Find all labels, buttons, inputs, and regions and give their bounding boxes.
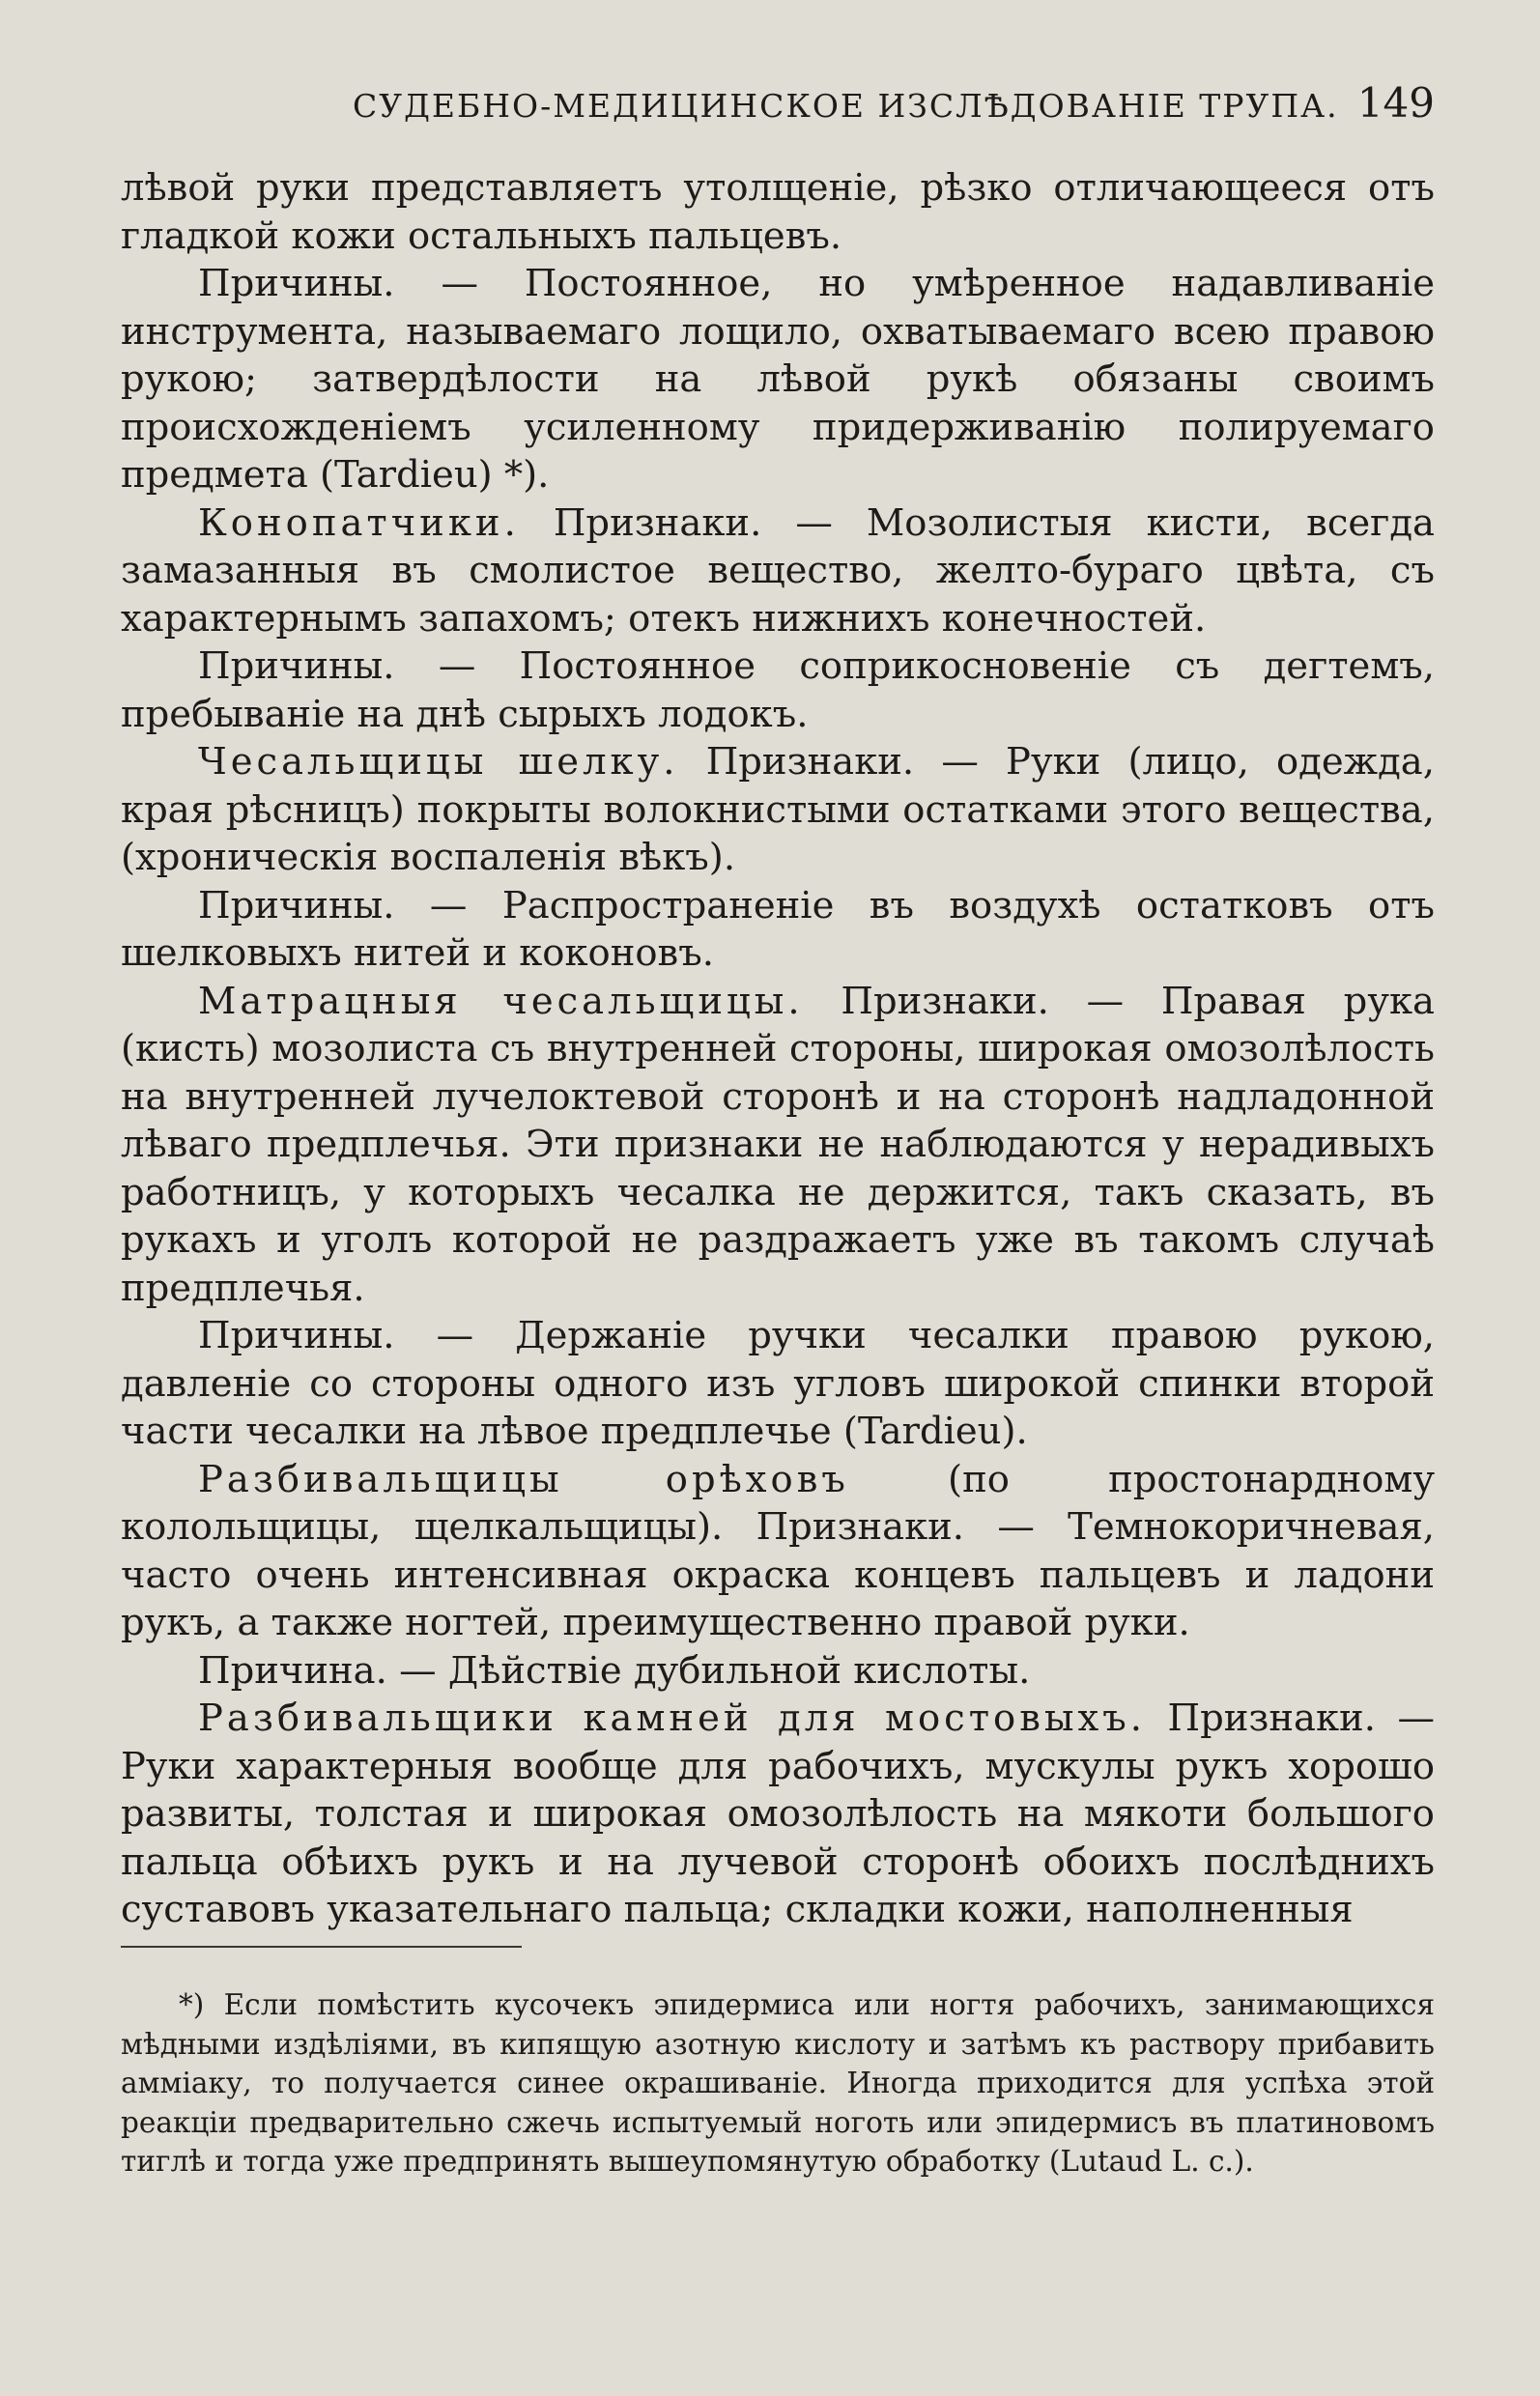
trade-heading: Чесальщицы шелку. xyxy=(198,740,679,784)
main-text xyxy=(121,164,1435,1934)
paragraph-text: Признаки. — Мозолистыя кисти, всегда замазанныя въ смолистое вещество, желто-бураго цвѣта, съ характернымъ запахомъ; отекъ нижнихъ конечностей. xyxy=(121,500,1435,641)
paragraph-text: Причины. — Распространеніе въ воздухѣ остатковъ отъ шелковыхъ нитей и коконовъ. xyxy=(121,883,1435,975)
paragraph-text: лѣвой руки представляетъ утолщеніе, рѣзко отличающееся отъ гладкой кожи остальныхъ пальцевъ. xyxy=(121,166,1435,258)
paragraph-text: Причины. — Постоянное, но умѣренное надавливаніе инструмента, называемаго лощило, охватываемаго всею правою рукою; затвердѣлости на лѣвой рукѣ обязаны своимъ происхожденіемъ усиленному придерживанію полируемаго предмета (Tardieu) *). xyxy=(121,262,1435,497)
paragraph xyxy=(121,164,1435,260)
paragraph xyxy=(121,1647,1435,1696)
footnote xyxy=(121,1985,1435,2182)
trade-heading: Конопатчики. xyxy=(198,500,520,545)
paragraph-text: Причины. — Постоянное соприкосновеніе съ дегтемъ, пребываніе на днѣ сырыхъ лодокъ. xyxy=(121,644,1435,736)
trade-heading: Разбивальщицы орѣховъ xyxy=(198,1457,849,1501)
paragraph xyxy=(121,499,1435,643)
page-number: 149 xyxy=(1356,79,1435,127)
paragraph xyxy=(121,882,1435,978)
trade-heading: Матрацныя чесальщицы. xyxy=(198,979,804,1023)
paragraph-text: Признаки. — Руки (лицо, одежда, края рѣсницъ) покрыты волокнистыми остатками этого вещества, (хроническія воспаленія вѣкъ). xyxy=(121,740,1435,879)
trade-heading: Разбивальщики камней для мостовыхъ. xyxy=(198,1697,1146,1740)
paragraph-text: (по простонардному колольщицы, щелкальщицы). Признаки. — Темнокоричневая, часто очень интенсивная окраска концевъ пальцевъ и ладони рукъ, а также ногтей, преимущественно правой руки. xyxy=(121,1457,1436,1644)
running-title: СУДЕБНО-МЕДИЦИНСКОЕ ИЗСЛѢДОВАНІЕ ТРУПА. xyxy=(353,87,1339,125)
paragraph xyxy=(121,1695,1435,1934)
paragraph xyxy=(121,738,1435,882)
paragraph xyxy=(121,642,1435,738)
paragraph xyxy=(121,1456,1435,1647)
paragraph-text: Признаки. — Руки характерныя вообще для рабочихъ, мускулы рукъ хорошо развиты, толстая и широкая омозолѣлость на мякоти большого пальца обѣихъ рукъ и на лучевой сторонѣ обоихъ послѣднихъ суставовъ указательнаго пальца; складки кожи, наполненныя xyxy=(121,1697,1435,1931)
footnote-divider xyxy=(121,1946,522,1948)
paragraph-text: Причина. — Дѣйствіе дубильной кислоты. xyxy=(198,1648,1031,1693)
footnote-text: *) Если помѣстить кусочекъ эпидермиса или ногтя рабочихъ, занимающихся мѣдными издѣліями, въ кипящую азотную кислоту и затѣмъ къ раствору прибавить аммiаку, то получается синее окрашиваніе. Иногда приходится для успѣха этой реакціи предварительно сжечь испытуемый ноготь или эпидермисъ въ платиновомъ тиглѣ и тогда уже предпринять вышеупомянутую обработку (Lutaud L. c.). xyxy=(121,1988,1435,2178)
paragraph-text: Признаки. — Правая рука (кисть) мозолиста съ внутренней стороны, широкая омозолѣлость на внутренней лучелоктевой сторонѣ и на сторонѣ надладонной лѣваго предплечья. Эти признаки не наблюдаются у нерадивыхъ работницъ, у которыхъ чесалка не держится, такъ сказать, въ рукахъ и уголъ которой не раздражаетъ уже въ такомъ случаѣ предплечья. xyxy=(121,979,1435,1310)
paragraph xyxy=(121,978,1435,1313)
page-header xyxy=(121,77,1435,155)
paragraph xyxy=(121,260,1435,499)
paragraph xyxy=(121,1312,1435,1456)
paragraph-text: Причины. — Держаніе ручки чесалки правою рукою, давленіе со стороны одного изъ угловъ широкой спинки второй части чесалки на лѣвое предплечье (Tardieu). xyxy=(121,1314,1435,1453)
